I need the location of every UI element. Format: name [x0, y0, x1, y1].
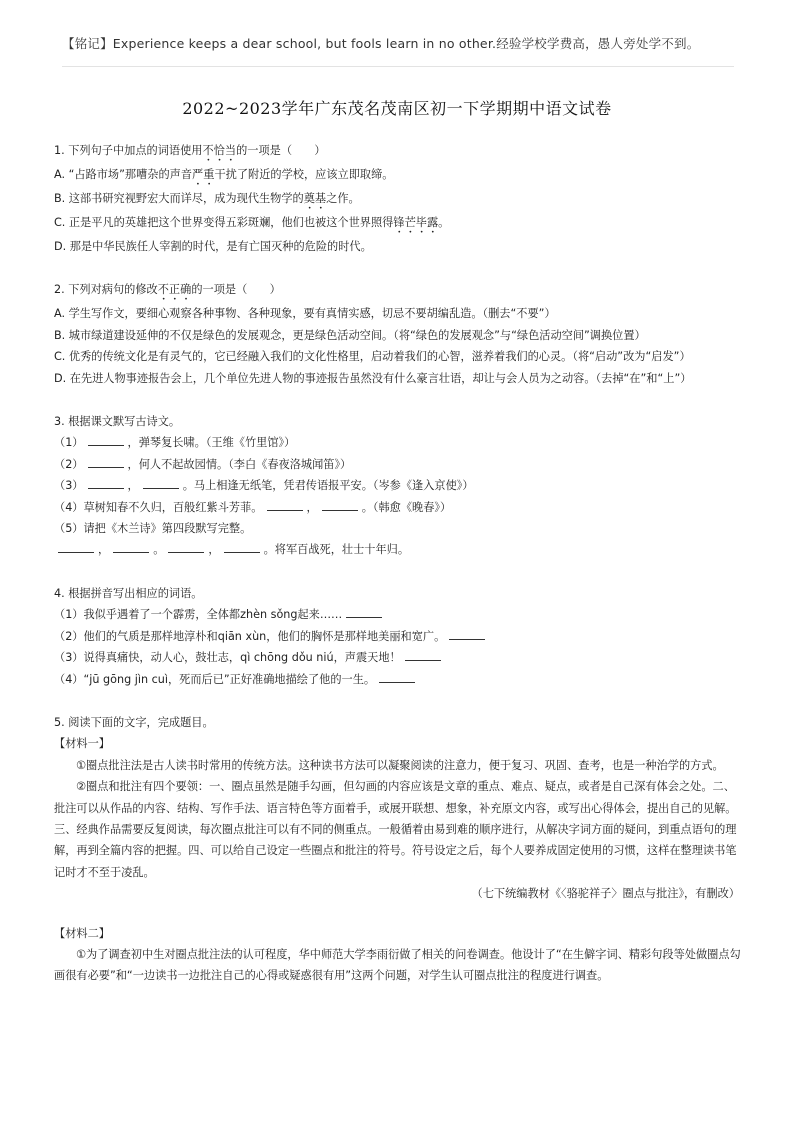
option-b: B. 这部书研究视野宏大而详尽，成为现代生物学的奠基之作。 [54, 192, 360, 205]
item-2: （2） ，何人不起故园情。（李白《春夜洛城闻笛》） [54, 454, 744, 475]
answer-blank[interactable] [88, 476, 124, 489]
question-3 [54, 411, 744, 561]
option-c: C. 正是平凡的英雄把这个世界变得五彩斑斓，他们也被这个世界照得锋芒毕露。 [54, 216, 450, 229]
answer-blank[interactable] [113, 540, 149, 553]
header-motto: 【铭记】Experience keeps a dear school, but fools learn in no other.经验学校学费高，愚人旁处学不到。 [62, 36, 700, 51]
material-2-paragraph-1: ①为了调查初中生对圈点批注法的认可程度，华中师范大学李雨衍做了相关的问卷调查。他设计了“在生僻字词、精彩句段等处做圈点勾画很有必要”和“一边读书一边批注自己的心得或疑惑很有用”这两个问题，对学生认可圈点批注的程度进行调查。 [54, 947, 741, 983]
material-1-paragraph-2: ②圈点和批注有四个要领：一、圈点虽然是随手勾画，但勾画的内容应该是文章的重点、难点、疑点，或者是自己深有体会之处。二、批注可以从作品的内容、结构、写作手法、语言特色等方面着手，或展开联想、想象，补充原文内容，或写出心得体会，提出自己的见解。三、经典作品需要反复阅读，每次圈点批注可以有不同的侧重点。一般循着由易到难的顺序进行，从解决字词方面的疑问，到重点语句的理解，再到全篇内容的把握。四、可以给自己设定一些圈点和批注的符号。符号设定之后，每个人要养成固定使用的习惯，这样在整理读书笔记时才不至于凌乱。 [54, 780, 737, 879]
item-4: （4）草树知春不久归，百般红紫斗芳菲。 ， 。（韩愈《晚春》） [54, 497, 744, 518]
item-3: （3） ， 。马上相逢无纸笔，凭君传语报平安。（岑参《逢入京使》） [54, 475, 744, 496]
question-3-stem: 3. 根据课文默写古诗文。 [54, 415, 181, 429]
answer-blank[interactable] [449, 627, 485, 640]
item-5-answer-line: ， 。 ， 。将军百战死，壮士十年归。 [54, 539, 744, 560]
question-4-stem: 4. 根据拼音写出相应的词语。 [54, 586, 203, 600]
material-1-source: （七下统编教材《〈骆驼祥子〉圈点与批注》，有删改） [471, 887, 740, 901]
item-5: （5）请把《木兰诗》第四段默写完整。 [54, 522, 252, 536]
item-4: （4）“jū gōng jìn cuì，死而后已”正好准确地描绘了他的一生。 [54, 669, 744, 690]
material-1-paragraph-1: ①圈点批注法是古人读书时常用的传统方法。这种读书方法可以凝聚阅读的注意力，便于复习、巩固、查考，也是一种治学的方式。 [76, 758, 724, 772]
answer-blank[interactable] [405, 648, 441, 661]
dotted-word: 奠基 [303, 192, 327, 205]
answer-blank[interactable] [58, 540, 94, 553]
option-c: C. 优秀的传统文化是有灵气的，它已经融入我们的文化性格里，启动着我们的心智，滋养着我们的心灵。（将“启动”改为“启发”） [54, 350, 691, 364]
answer-blank[interactable] [168, 540, 204, 553]
dotted-word: 严重 [192, 168, 215, 181]
item-2: （2）他们的气质是那样地淳朴和qiān xùn，他们的胸怀是那样地美丽和宽广。 [54, 626, 744, 647]
question-5-stem: 5. 阅读下面的文字，完成题目。 [54, 715, 214, 729]
answer-blank[interactable] [88, 433, 124, 446]
answer-blank[interactable] [88, 455, 124, 468]
answer-blank[interactable] [346, 605, 382, 618]
answer-blank[interactable] [267, 498, 303, 511]
question-4 [54, 583, 744, 690]
option-a: A. “占路市场”那嘈杂的声音严重干扰了附近的学校，应该立即取缔。 [54, 168, 394, 181]
question-2 [54, 279, 744, 389]
answer-blank[interactable] [379, 670, 415, 683]
item-1: （1）我似乎遇着了一个霹雳，全体都zhèn sǒng起来…… [54, 604, 744, 625]
item-1: （1） ，弹琴复长啸。（王维《竹里馆》） [54, 432, 744, 453]
option-d: D. 在先进人物事迹报告会上，几个单位先进人物的事迹报告虽然没有什么豪言壮语，却让与会人员为之动容。（去掉“在”和“上”） [54, 371, 692, 385]
exam-content [54, 140, 744, 987]
item-3: （3）说得真痛快，动人心，鼓壮志，qì chōng dǒu niú，声震天地！ [54, 647, 744, 668]
option-a: A. 学生写作文，要细心观察各种事物、各种现象，要有真情实感，切忌不要胡编乱造。（删去“不要”） [54, 307, 556, 321]
emphasized-text: 不正确 [157, 283, 192, 297]
question-2-stem: 2. 下列对病句的修改不正确的一项是（ ） [54, 283, 281, 297]
header-divider [62, 66, 734, 67]
question-1-stem: 1. 下列句子中加点的词语使用不恰当的一项是（ ） [54, 144, 326, 157]
answer-blank[interactable] [224, 540, 260, 553]
option-d: D. 那是中华民族任人宰割的时代，是有亡国灭种的危险的时代。 [54, 240, 372, 253]
dotted-word: 锋芒毕露 [393, 216, 439, 229]
material-1-label: 【材料一】 [54, 737, 110, 751]
material-2-label: 【材料二】 [54, 926, 110, 940]
answer-blank[interactable] [322, 498, 358, 511]
answer-blank[interactable] [143, 476, 179, 489]
page-title: 2022~2023学年广东茂名茂南区初一下学期期中语文试卷 [182, 99, 612, 118]
emphasized-text: 不恰当 [202, 144, 237, 157]
question-5 [54, 712, 744, 987]
option-b: B. 城市绿道建设延伸的不仅是绿色的发展观念，更是绿色活动空间。（将“绿色的发展观念”与“绿色活动空间”调换位置） [54, 328, 646, 342]
question-1 [54, 140, 744, 257]
